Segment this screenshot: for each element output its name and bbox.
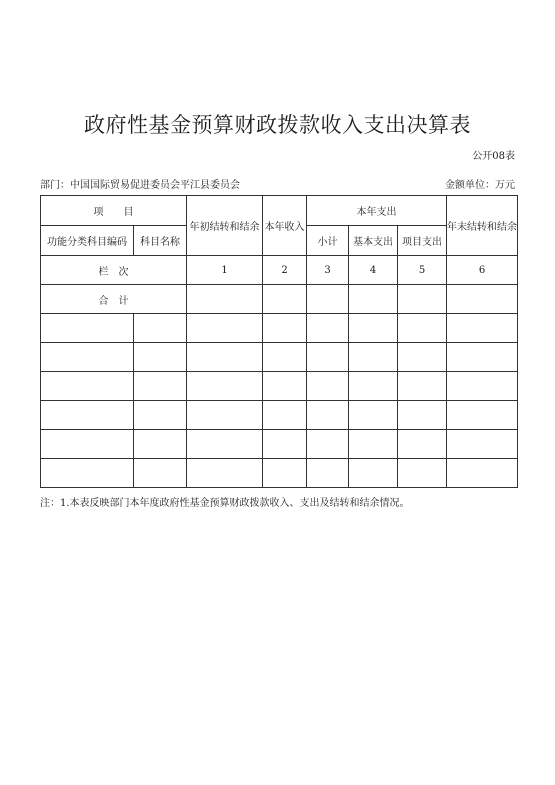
table-cell xyxy=(307,459,349,488)
header-subject-name: 科目名称 xyxy=(134,226,187,256)
table-cell xyxy=(134,314,187,343)
table-cell xyxy=(398,343,447,372)
table-cell xyxy=(187,459,263,488)
table-cell xyxy=(349,401,398,430)
total-cell xyxy=(349,285,398,314)
total-cell xyxy=(398,285,447,314)
table-cell xyxy=(187,430,263,459)
table-cell xyxy=(307,401,349,430)
table-cell xyxy=(398,372,447,401)
table-cell xyxy=(307,314,349,343)
table-cell xyxy=(349,430,398,459)
table-cell xyxy=(41,343,134,372)
form-code: 公开08表 xyxy=(472,151,515,162)
table-cell xyxy=(349,459,398,488)
table-cell xyxy=(447,343,518,372)
header-begin-balance: 年初结转和结余 xyxy=(187,196,263,256)
table-cell xyxy=(41,314,134,343)
column-index-label: 栏 次 xyxy=(41,256,187,285)
header-item: 项 目 xyxy=(41,196,187,226)
table-cell xyxy=(134,372,187,401)
table-cell xyxy=(398,401,447,430)
table-cell xyxy=(263,372,307,401)
table-cell xyxy=(187,401,263,430)
table-cell xyxy=(263,459,307,488)
total-cell xyxy=(263,285,307,314)
header-income: 本年收入 xyxy=(263,196,307,256)
total-cell xyxy=(187,285,263,314)
column-number: 3 xyxy=(307,256,349,285)
table-cell xyxy=(41,459,134,488)
table-cell xyxy=(41,430,134,459)
table-cell xyxy=(349,372,398,401)
table-cell xyxy=(187,372,263,401)
amount-unit-label: 金额单位：万元 xyxy=(445,180,515,191)
table-cell xyxy=(263,430,307,459)
total-label: 合 计 xyxy=(41,285,187,314)
table-cell xyxy=(307,372,349,401)
header-row-1 xyxy=(41,196,518,226)
table-cell xyxy=(263,314,307,343)
table-cell xyxy=(447,430,518,459)
table-cell xyxy=(447,459,518,488)
table-cell xyxy=(41,401,134,430)
table-cell xyxy=(263,401,307,430)
table-row xyxy=(41,430,518,459)
table-cell xyxy=(447,401,518,430)
column-number: 1 xyxy=(187,256,263,285)
header-subtotal: 小计 xyxy=(307,226,349,256)
table-row xyxy=(41,372,518,401)
department-label: 部门：中国国际贸易促进委员会平江县委员会 xyxy=(40,180,240,191)
table-cell xyxy=(398,459,447,488)
header-func-code: 功能分类科目编码 xyxy=(41,226,134,256)
budget-table xyxy=(40,195,518,488)
column-number: 5 xyxy=(398,256,447,285)
table-cell xyxy=(349,314,398,343)
table-row xyxy=(41,314,518,343)
total-row xyxy=(41,285,518,314)
header-basic-exp: 基本支出 xyxy=(349,226,398,256)
table-cell xyxy=(398,314,447,343)
footnote: 注：1.本表反映部门本年度政府性基金预算财政拨款收入、支出及结转和结余情况。 xyxy=(40,498,410,509)
table-cell xyxy=(134,430,187,459)
table-cell xyxy=(263,343,307,372)
table-cell xyxy=(134,343,187,372)
header-end-balance: 年末结转和结余 xyxy=(447,196,518,256)
table-cell xyxy=(134,459,187,488)
column-index-row xyxy=(41,256,518,285)
total-cell xyxy=(307,285,349,314)
table-cell xyxy=(41,372,134,401)
column-number: 4 xyxy=(349,256,398,285)
header-expenditure: 本年支出 xyxy=(307,196,447,226)
table-cell xyxy=(134,401,187,430)
column-number: 6 xyxy=(447,256,518,285)
table-row xyxy=(41,459,518,488)
table-cell xyxy=(307,343,349,372)
table-row xyxy=(41,343,518,372)
table-cell xyxy=(187,314,263,343)
header-project-exp: 项目支出 xyxy=(398,226,447,256)
table-cell xyxy=(447,372,518,401)
table-cell xyxy=(349,343,398,372)
page-title: 政府性基金预算财政拨款收入支出决算表 xyxy=(84,113,471,137)
column-number: 2 xyxy=(263,256,307,285)
table-cell xyxy=(307,430,349,459)
table-cell xyxy=(187,343,263,372)
table-cell xyxy=(447,314,518,343)
table-cell xyxy=(398,430,447,459)
table-row xyxy=(41,401,518,430)
total-cell xyxy=(447,285,518,314)
